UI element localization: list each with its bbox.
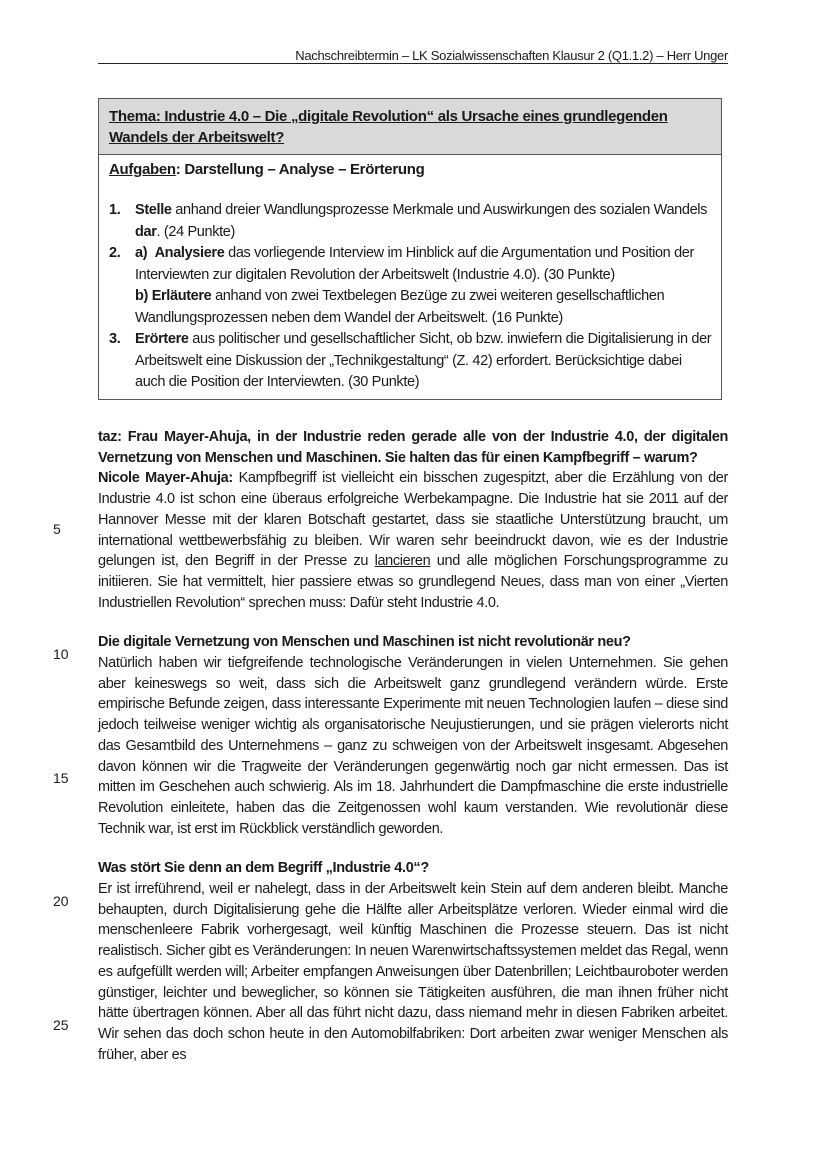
header-rule [98, 63, 728, 64]
task-text: anhand von zwei Textbelegen Bezüge zu zwei weiteren gesellschaftlichen Wandlungsprozessen neben dem Wandel der Arbeitswelt. (16 Punkte) [135, 288, 665, 326]
task-verb: Erläutere [151, 288, 212, 304]
answer-text: und alle möglichen Forschungsprogramme zu initiieren. Sie hat vermittelt, hier passiere etwas so grundlegend Neues, dass man von einer „Vierten Industriellen Revolution“ sprechen muss: Dafür steht Industrie 4.0. [98, 553, 728, 611]
task-points: . (24 Punkte) [156, 223, 235, 240]
task-number: 3. [109, 331, 121, 347]
line-number: 25 [53, 1017, 69, 1033]
tasks-types: : Darstellung – Analyse – Erörterung [175, 161, 425, 178]
task-text: anhand dreier Wandlungsprozesse Merkmale und Auswirkungen des sozialen Wandels [171, 202, 708, 218]
page-header: Nachschreibtermin – LK Sozialwissenschaften Klausur 2 (Q1.1.2) – Herr Unger [295, 48, 728, 63]
theme-text: Thema: Industrie 4.0 – Die „digitale Revolution“ als Ursache eines grundlegenden Wandels der Arbeitswelt? [109, 108, 668, 146]
theme-heading [99, 99, 721, 155]
task-verb: Stelle [135, 202, 172, 218]
task-2b [135, 286, 713, 329]
task-verb: Erörtere [135, 331, 189, 347]
line-number: 15 [53, 770, 69, 786]
interview-text [98, 427, 728, 1065]
task-item-2 [109, 243, 713, 329]
task-text: das vorliegende Interview im Hinblick auf die Argumentation und Position der Interviewten zur digitalen Revolution der Arbeitswelt (Industrie 4.0). (30 Punkte) [135, 245, 694, 283]
speaker-name: Nicole Mayer-Ahuja: [98, 470, 233, 487]
interview-question-2: Die digitale Vernetzung von Menschen und Maschinen ist nicht revolutionär neu? [98, 634, 631, 651]
task-item-3 [109, 329, 713, 394]
task-list [99, 200, 721, 394]
task-box [98, 98, 722, 400]
interview-answer-1 [98, 468, 728, 613]
line-number: 5 [53, 521, 61, 537]
subtask-label: a) [135, 245, 148, 261]
task-item-1 [109, 200, 713, 243]
task-text: aus politischer und gesellschaftlicher Sicht, ob bzw. inwiefern die Digitalisierung in der Arbeitswelt eine Diskussion der „Technikgestaltung“ (Z. 42) erfordert. Berücksichtige dabei auch die Position der Interviewten. (30 Punkte) [135, 331, 712, 390]
tasks-heading [99, 155, 721, 180]
subtask-label: b) [135, 288, 148, 304]
task-number: 2. [109, 245, 121, 261]
task-verb-2: dar [135, 223, 157, 240]
interview-answer-3: Er ist irreführend, weil er nahelegt, dass in der Arbeitswelt kein Stein auf dem anderen bleibt. Manche behaupten, durch Digitalisierung gehe die Hälfte aller Arbeitsplätze verloren. Wieder einmal wird die menschenleere Fabrik vorhergesagt, weil künftig Maschinen die Prozesse steuern. Das ist nicht realistisch. Sicher gibt es Veränderungen: In neuen Warenwirtschaftssystemen meldet das Regal, wenn es aufgefüllt werden will; Arbeiter empfangen Anweisungen über Datenbrillen; Leichtbauroboter werden günstiger, leichter und beweglicher, so können sie Tätigkeiten ausführen, die man ihnen früher nicht hätte übertragen können. Aber all das führt nicht dazu, dass niemand mehr in diesen Fabriken arbeitet. Wir sehen das doch schon heute in den Automobilfabriken: Dort arbeiten zwar weniger Menschen als früher, aber es [98, 881, 728, 1063]
interview-question-1: taz: Frau Mayer-Ahuja, in der Industrie reden gerade alle von der Industrie 4.0, der digitalen Vernetzung von Menschen und Maschinen. Sie halten das für einen Kampfbegriff – warum? [98, 429, 728, 466]
interview-question-3: Was stört Sie denn an dem Begriff „Industrie 4.0“? [98, 860, 429, 877]
line-number: 20 [53, 893, 69, 909]
task-2a [135, 245, 694, 283]
line-number: 10 [53, 646, 69, 662]
task-verb: Analysiere [154, 245, 225, 261]
interview-answer-2: Natürlich haben wir tiefgreifende technologische Veränderungen in vielen Unternehmen. Sie gehen aber keineswegs so weit, dass sich die Arbeitswelt ganz grundlegend verändern würde. Erste empirische Befunde zeigen, dass interessante Experimente mit neuen Technologien laufen – diese sind jedoch teilweise weniger wichtig als organisatorische Neujustierungen, und sie prägen vielerorts nicht das Gesamtbild des Unternehmens – ganz zu schweigen von der Arbeitswelt insgesamt. Abgesehen davon können wir die Tragweite der Veränderungen gegenwärtig noch gar nicht ermessen. Das ist mitten im Geschehen auch schwierig. Als im 18. Jahrhundert die Dampfmaschine die erste industrielle Revolution einleitete, haben das die Zeitgenossen wohl kaum verstanden. Wie revolutionär diese Technik war, ist erst im Rückblick verständlich geworden. [98, 655, 728, 837]
tasks-label: Aufgaben [109, 161, 176, 178]
task-number: 1. [109, 202, 121, 218]
underlined-term: lancieren [374, 553, 431, 570]
answer-text: Kampfbegriff ist vielleicht ein bisschen zugespitzt, aber die Erzählung von der Industrie 4.0 ist schon eine überaus erfolgreiche Werbekampagne. Die Industrie hat sie 2011 auf der Hannover Messe mit der klaren Botschaft gestartet, dass sie staatliche Unterstützung braucht, um international wettbewerbsfähig zu bleiben. Wir waren sehr beeindruckt davon, wie es der Industrie gelungen ist, den Begriff in der Presse zu [98, 470, 728, 570]
